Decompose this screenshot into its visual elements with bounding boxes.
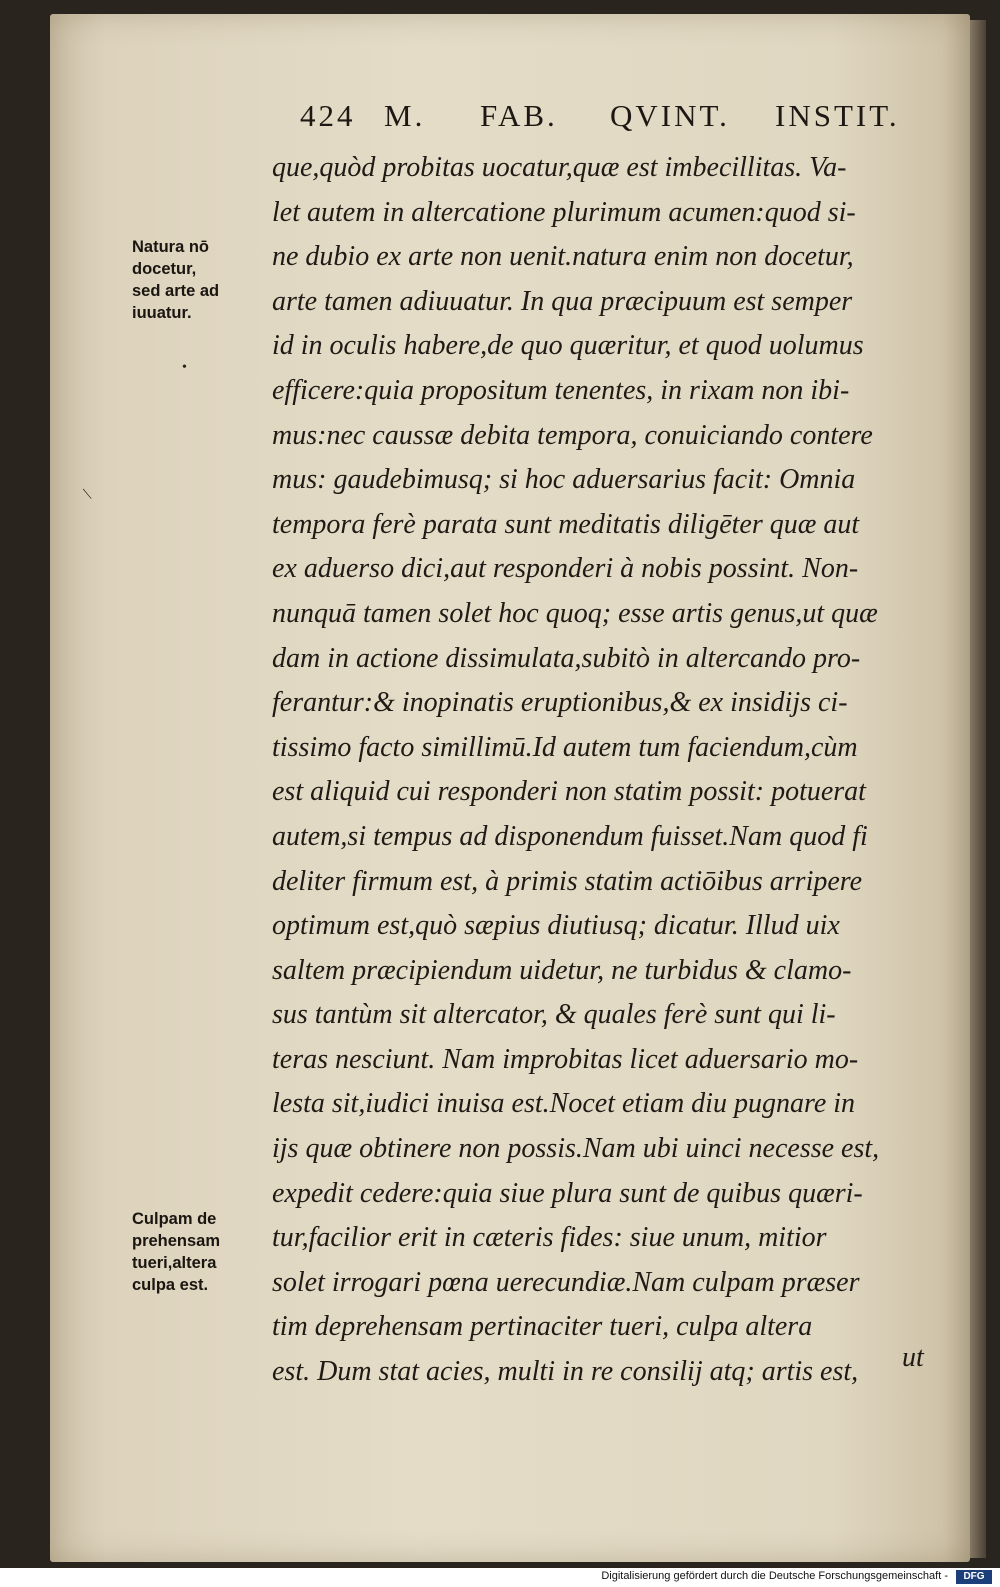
text-line: que,quòd probitas uocatur,quæ est imbecillitas. Va-	[272, 152, 847, 183]
text-line: teras nesciunt. Nam improbitas licet aduersario mo-	[272, 1043, 859, 1075]
text-line: mus:nec caussæ debita tempora, conuiciando contere	[272, 419, 873, 451]
margin-note-line: iuuatur.	[132, 304, 192, 322]
margin-note	[132, 1208, 272, 1296]
text-line: arte tamen adiuuatur. In qua præcipuum est semper	[272, 285, 853, 317]
margin-note	[132, 236, 272, 324]
text-line: ne dubio ex arte non uenit.natura enim non docetur,	[272, 241, 854, 273]
text-line: est. Dum stat acies, multi in re consilij atq; artis est,	[272, 1356, 859, 1388]
text-line: saltem præcipiendum uidetur, ne turbidus & clamo-	[272, 954, 852, 986]
text-line: tur,facilior erit in cæteris fides: siue unum, mitior	[272, 1222, 827, 1254]
margin-note-line: Natura nō	[132, 238, 210, 256]
text-line: let autem in altercatione plurimum acumen:quod si-	[272, 196, 856, 228]
text-line: nunquā tamen solet hoc quoq; esse artis genus,ut quæ	[272, 597, 878, 629]
page-edge	[968, 20, 986, 1558]
text-line: solet irrogari pœna uerecundiæ.Nam culpam præser	[272, 1266, 860, 1298]
body-text	[272, 146, 952, 1395]
page-number: 424	[300, 98, 356, 133]
text-line: efficere:quia propositum tenentes, in rixam non ibi-	[272, 374, 850, 406]
text-line: ferantur:& inopinatis eruptionibus,& ex insidijs ci-	[272, 687, 848, 719]
catchword: ut	[902, 1342, 924, 1373]
margin-note-line: tueri,altera	[132, 1254, 217, 1272]
dfg-logo: DFG	[956, 1570, 992, 1584]
header-author-initial: M.	[384, 98, 426, 133]
text-line: deliter firmum est, à primis statim actiōibus arripere	[272, 865, 863, 897]
text-line: expedit cedere:quia siue plura sunt de quibus quæri-	[272, 1177, 863, 1209]
header-author-name: FAB.	[480, 98, 558, 133]
header-author-surname: QVINT.	[610, 98, 730, 133]
ink-speck: •	[182, 360, 187, 375]
text-line: id in oculis habere,de quo quæritur, et quod uolumus	[272, 330, 864, 362]
margin-note-line: culpa est.	[132, 1276, 209, 1294]
margin-note-line: Culpam de	[132, 1210, 217, 1228]
text-line: tempora ferè parata sunt meditatis diligēter quæ aut	[272, 508, 860, 540]
text-line: est aliquid cui responderi non statim possit: potuerat	[272, 776, 866, 808]
text-line: lesta sit,iudici inuisa est.Nocet etiam diu pugnare in	[272, 1088, 856, 1120]
margin-note-line: docetur,	[132, 260, 197, 278]
text-line: dam in actione dissimulata,subitò in altercando pro-	[272, 642, 861, 674]
text-line: tissimo facto simillimū.Id autem tum faciendum,cùm	[272, 731, 858, 763]
margin-note-line: sed arte ad	[132, 282, 220, 300]
text-line: optimum est,quò sæpius diutiusq; dicatur. Illud uix	[272, 910, 840, 942]
running-header	[300, 98, 940, 138]
margin-note-line: prehensam	[132, 1232, 221, 1250]
text-line: ijs quæ obtinere non possis.Nam ubi uinci necesse est,	[272, 1133, 880, 1165]
footer-bar	[0, 1568, 1000, 1587]
text-line: ex aduerso dici,aut responderi à nobis possint. Non-	[272, 553, 859, 585]
text-line: tim deprehensam pertinaciter tueri, culpa altera	[272, 1311, 813, 1343]
ink-speck: |	[81, 486, 93, 501]
header-work-title: INSTIT.	[775, 98, 900, 133]
text-line: autem,si tempus ad disponendum fuisset.Nam quod fi	[272, 820, 868, 852]
text-line: sus tantùm sit altercator, & quales ferè sunt qui li-	[272, 999, 836, 1031]
funding-credit: Digitalisierung gefördert durch die Deutsche Forschungsgemeinschaft -	[601, 1570, 948, 1582]
text-line: mus: gaudebimusq; si hoc aduersarius facit: Omnia	[272, 464, 856, 496]
